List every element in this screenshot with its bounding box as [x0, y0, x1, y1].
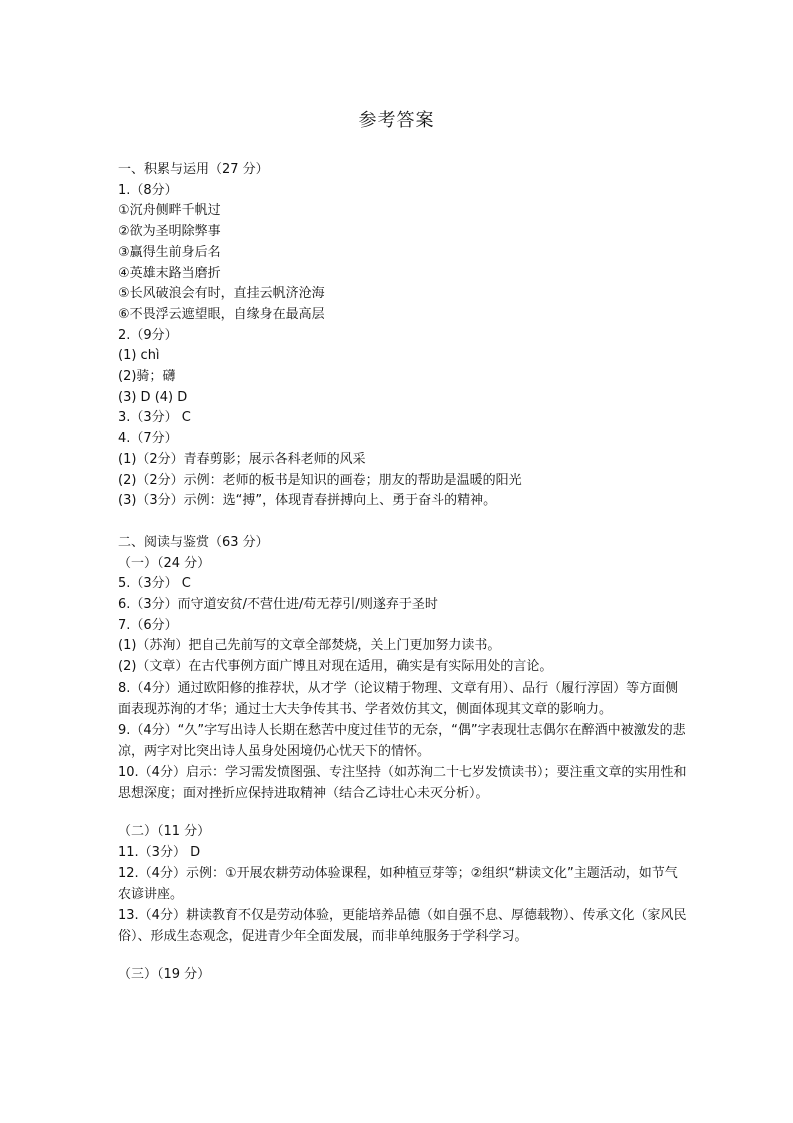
- q10-answer: 10.（4分）启示：学习需发愤图强、专注坚持（如苏洵二十七岁发愤读书）；要注重文章的实用性和思想深度；面对挫折应保持进取精神（结合乙诗壮心未灭分析）。: [118, 764, 687, 801]
- q2-label: 2.（9分）: [118, 327, 178, 343]
- q4-answer-2: (2)（2分）示例：老师的板书是知识的画卷；朋友的帮助是温暖的阳光: [118, 472, 522, 488]
- q4-answer-1: (1)（2分）青春剪影；展示各科老师的风采: [118, 451, 366, 467]
- q7-label: 7.（6分）: [118, 617, 178, 633]
- part-gap: [118, 804, 688, 822]
- q1-answer-1: ①沉舟侧畔千帆过: [118, 203, 221, 219]
- part-gap: [118, 947, 688, 965]
- q2-answer-1: (1) chì: [118, 348, 160, 364]
- q8-answer: 8.（4分）通过欧阳修的推荐状，从才学（论议精于物理、文章有用）、品行（履行淳固）等方面侧面表现苏洵的才华；通过士大夫争传其书、学者效仿其文，侧面体现其文章的影响力。: [118, 680, 679, 717]
- part-3-label: （三）（19 分）: [118, 967, 211, 983]
- q1-label: 1.（8分）: [118, 182, 178, 198]
- q9-answer: 9.（4分）“久”字写出诗人长期在愁苦中度过佳节的无奈，“偶”字表现壮志偶尔在醉酒中被激发的悲凉，两字对比突出诗人虽身处困境仍心忧天下的情怀。: [118, 722, 686, 759]
- part-1-label: （一）（24 分）: [118, 555, 211, 571]
- q7-answer-2: (2)（文章）在古代事例方面广博且对现在适用，确实是有实际用处的言论。: [118, 659, 553, 675]
- q13-answer: 13.（4分）耕读教育不仅是劳动体验，更能培养品德（如自强不息、厚德载物）、传承文化（家风民俗）、形成生态观念，促进青少年全面发展，而非单纯服务于学科学习。: [118, 908, 687, 945]
- q12-answer: 12.（4分）示例：①开展农耕劳动体验课程，如种植豆芽等；②组织“耕读文化”主题活动，如节气农谚讲座。: [118, 866, 678, 903]
- section-gap: [118, 512, 688, 533]
- answer-content: [118, 160, 688, 986]
- q1-answer-6: ⑥不畏浮云遮望眼，自缘身在最高层: [118, 306, 325, 322]
- q6-answer: 6.（3分）而守道安贫/不营仕进/苟无荐引/则遂弃于圣时: [118, 597, 438, 613]
- q11-answer: 11.（3分） D: [118, 844, 201, 860]
- q5-answer: 5.（3分） C: [118, 576, 191, 592]
- part-2-label: （二）（11 分）: [118, 823, 211, 839]
- q1-answer-3: ③赢得生前身后名: [118, 244, 221, 260]
- q2-answer-2: (2)骑；礴: [118, 369, 176, 385]
- section-2-heading: 二、阅读与鉴赏（63 分）: [118, 534, 269, 550]
- section-1-heading: 一、积累与运用（27 分）: [118, 162, 269, 177]
- page-title: 参考答案: [358, 110, 435, 131]
- q4-label: 4.（7分）: [118, 431, 178, 447]
- q3-label: 3.（3分） C: [118, 410, 191, 426]
- q7-answer-1: (1)（苏洵）把自己先前写的文章全部焚烧，关上门更加努力读书。: [118, 638, 501, 654]
- q1-answer-5: ⑤长风破浪会有时，直挂云帆济沧海: [118, 286, 325, 302]
- q1-answer-2: ②欲为圣明除弊事: [118, 224, 221, 240]
- q4-answer-3: (3)（3分）示例：选“搏”，体现青春拼搏向上、勇于奋斗的精神。: [118, 493, 497, 509]
- q1-answer-4: ④英雄末路当磨折: [118, 265, 221, 281]
- q2-answer-3: (3) D (4) D: [118, 389, 188, 405]
